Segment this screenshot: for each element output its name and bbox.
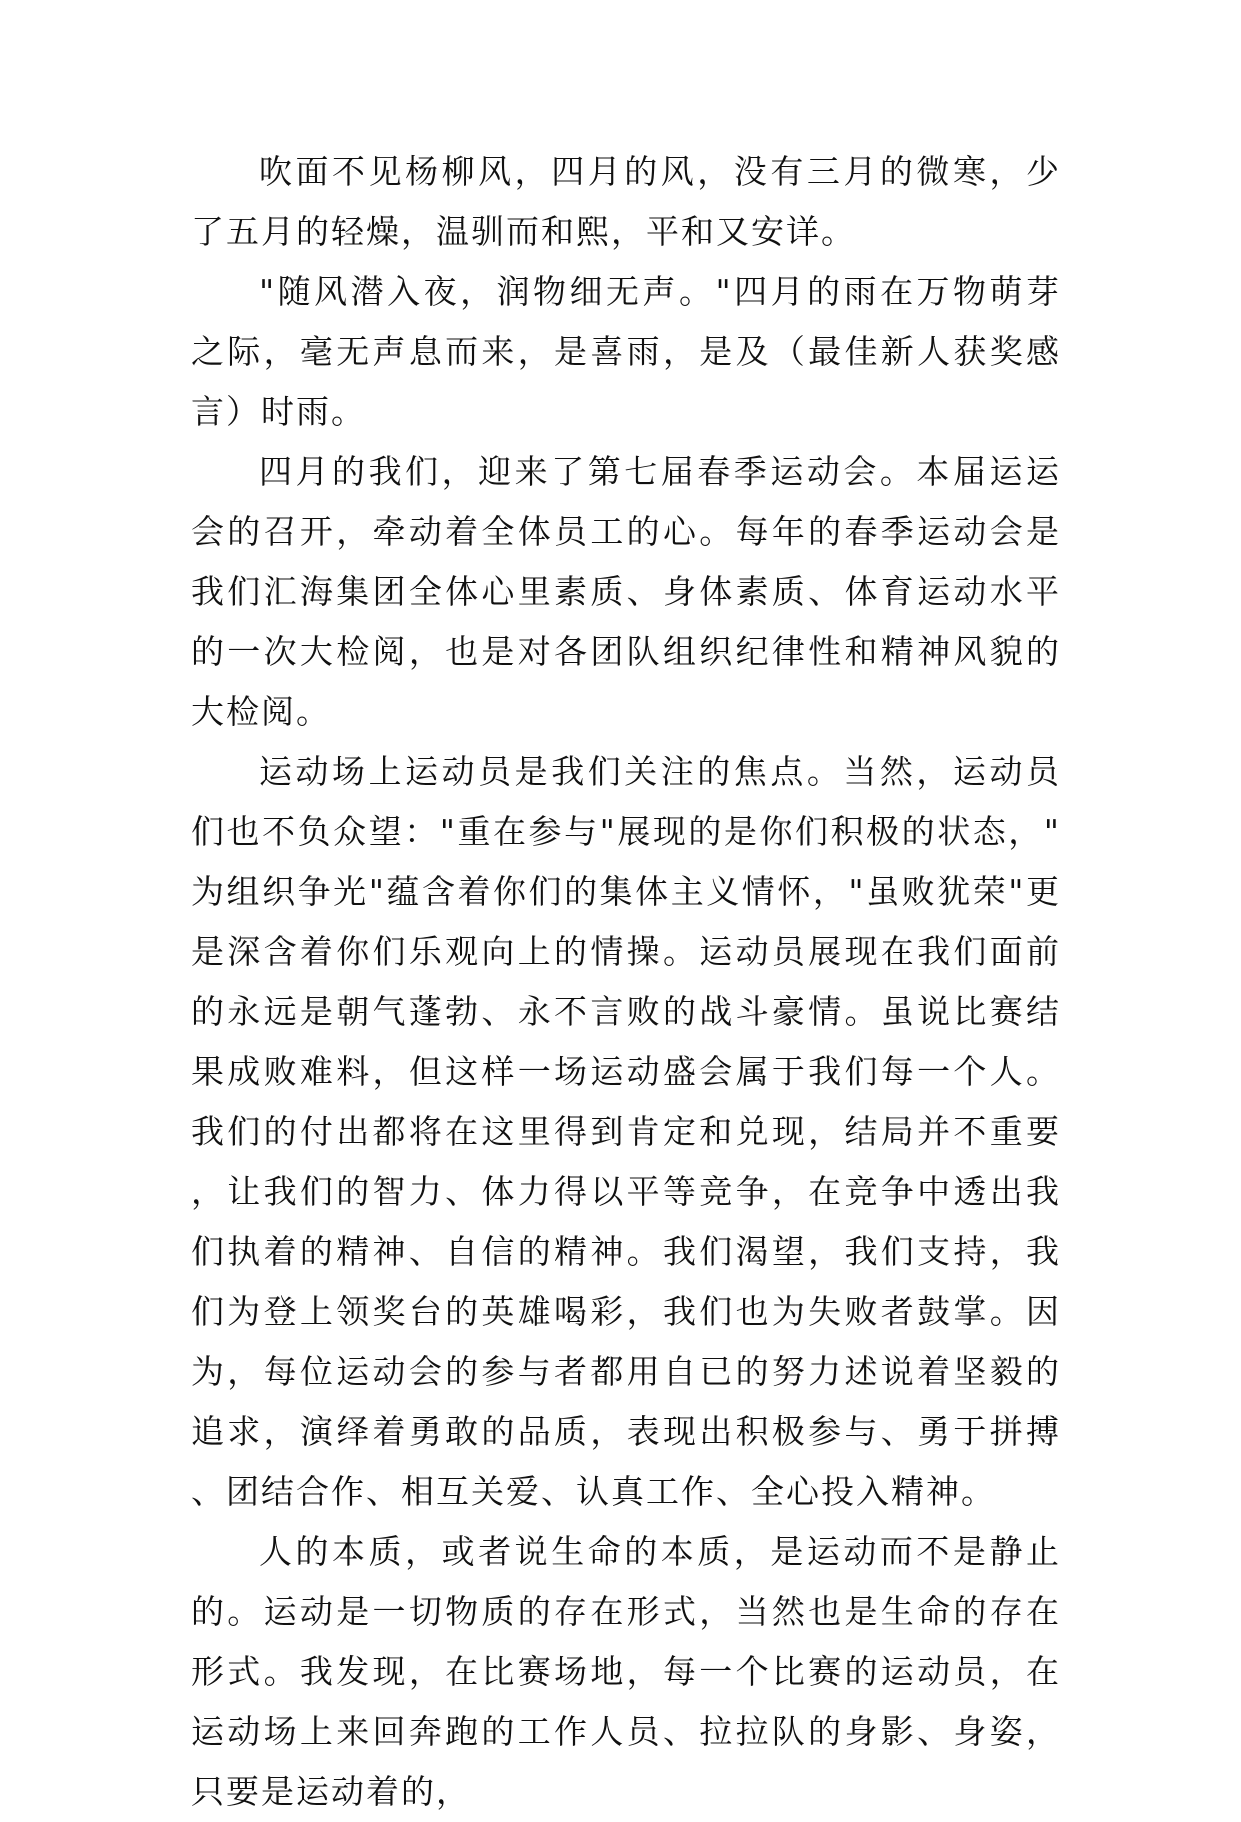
paragraph-2: "随风潜入夜，润物细无声。"四月的雨在万物萌芽之际，毫无声息而来，是喜雨，是及（最佳新人获奖感言）时雨。 [191, 272, 1061, 431]
document-body [191, 142, 1061, 1822]
paragraph-4: 运动场上运动员是我们关注的焦点。当然，运动员们也不负众望："重在参与"展现的是你们积极的状态，"为组织争光"蕴含着你们的集体主义情怀，"虽败犹荣"更是深含着你们乐观向上的情操。运动员展现在我们面前的永远是朝气蓬勃、永不言败的战斗豪情。虽说比赛结果成败难料，但这样一场运动盛会属于我们每一个人。我们的付出都将在这里得到肯定和兑现，结局并不重要，让我们的智力、体力得以平等竞争，在竞争中透出我们执着的精神、自信的精神。我们渴望，我们支持，我们为登上领奖台的英雄喝彩，我们也为失败者鼓掌。因为，每位运动会的参与者都用自已的努力述说着坚毅的追求，演绎着勇敢的品质，表现出积极参与、勇于拼搏、团结合作、相互关爱、认真工作、全心投入精神。 [191, 752, 1061, 1511]
paragraph-3: 四月的我们，迎来了第七届春季运动会。本届运运会的召开，牵动着全体员工的心。每年的春季运动会是我们汇海集团全体心里素质、身体素质、体育运动水平的一次大检阅，也是对各团队组织纪律性和精神风貌的大检阅。 [191, 452, 1061, 731]
paragraph-5: 人的本质，或者说生命的本质，是运动而不是静止的。运动是一切物质的存在形式，当然也是生命的存在形式。我发现，在比赛场地，每一个比赛的运动员，在运动场上来回奔跑的工作人员、拉拉队的身影、身姿，只要是运动着的， [191, 1532, 1061, 1811]
paragraph-1: 吹面不见杨柳风，四月的风，没有三月的微寒，少了五月的轻燥，温驯而和熙，平和又安详。 [191, 152, 1061, 251]
